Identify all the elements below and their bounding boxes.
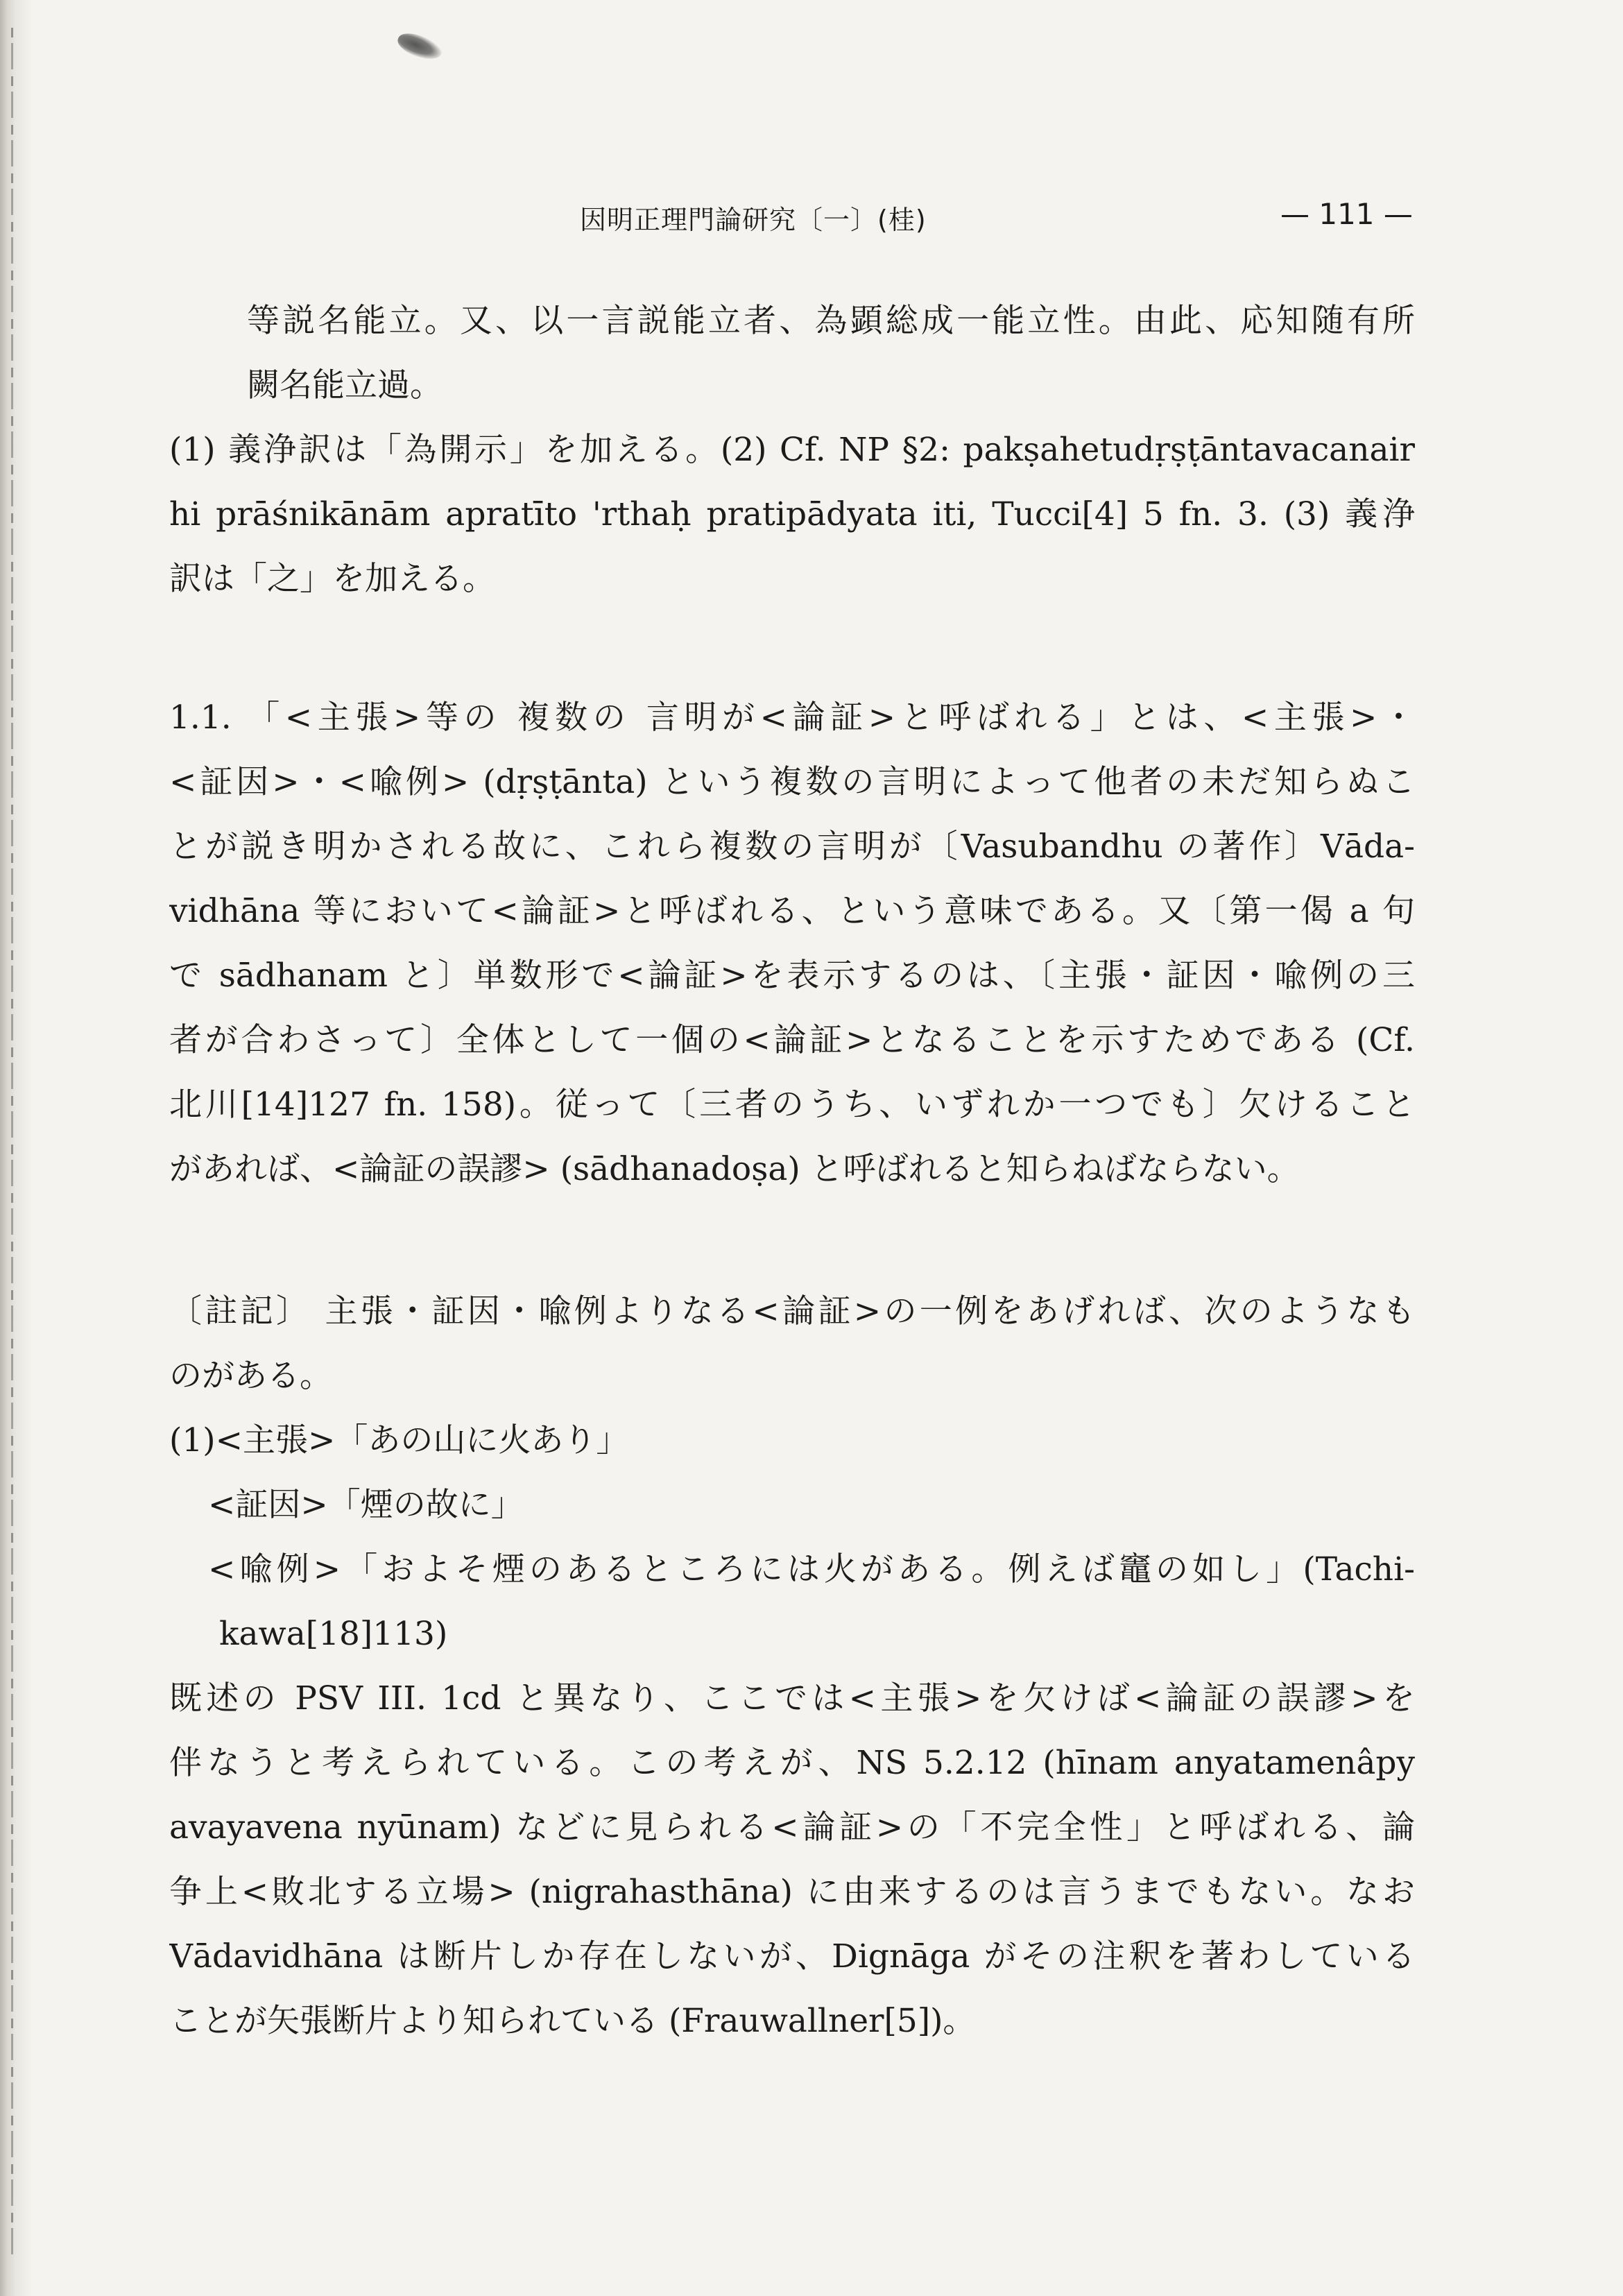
section-line: 者が合わさって〕全体として一個の<論証>となることを示すためである (Cf.: [169, 1021, 1415, 1059]
section-line: 1.1. 「<主張>等の 複数の 言明が<論証>と呼ばれる」とは、<主張>・: [169, 699, 1415, 737]
footnote-line: 訳は「之」を加える。: [169, 560, 495, 598]
example-reason: <証因>「煙の故に」: [208, 1486, 524, 1524]
note-closing-line: 争上<敗北する立場> (nigrahasthāna) に由来するのは言うまでもない。なお: [169, 1873, 1415, 1911]
section-line: で sādhanam と〕単数形で<論証>を表示するのは、〔主張・証因・喩例の三: [169, 957, 1415, 995]
note-closing-line: ことが矢張断片より知られている (Frauwallner[5])。: [169, 2002, 976, 2040]
ink-smudge: [395, 28, 445, 65]
section-line: <証因>・<喩例> (dṛṣṭānta) という複数の言明によって他者の未だ知らぬこ: [169, 763, 1415, 801]
footnote-line: hi prāśnikānām apratīto 'rthaḥ pratipādyata iti, Tucci[4] 5 fn. 3. (3) 義浄: [169, 495, 1415, 533]
section-line: があれば、<論証の誤謬> (sādhanadoṣa) と呼ばれると知らねばならない。: [169, 1150, 1300, 1188]
example-instance-line: kawa[18]113): [219, 1615, 448, 1653]
note-closing-line: 既述の PSV III. 1cd と異なり、ここでは<主張>を欠けば<論証の誤謬>を: [169, 1679, 1415, 1717]
section-1-1: [169, 685, 1415, 1201]
note-closing-line: avayavena nyūnam) などに見られる<論証>の「不完全性」と呼ばれる、論: [169, 1808, 1415, 1847]
footnotes: [169, 418, 1415, 611]
note-section: [169, 1279, 1415, 2053]
note-closing-line: Vādavidhāna は断片しか存在しないが、Dignāga がその注釈を著わしている: [169, 1937, 1415, 1976]
translation-line: 等説名能立。又、以一言説能立者、為顕総成一能立性。由此、応知随有所: [247, 302, 1415, 340]
translation-line: 闕名能立過。: [247, 366, 443, 404]
example-thesis: (1)<主張>「あの山に火あり」: [169, 1421, 629, 1459]
translation-passage: [169, 289, 1415, 418]
running-title: 因明正理門論研究〔一〕(桂): [580, 205, 927, 235]
page-number: — 111 —: [1280, 197, 1413, 231]
footnote-line: (1) 義浄訳は「為開示」を加える。(2) Cf. NP §2: pakṣahetudṛṣṭāntavacanair: [169, 431, 1415, 469]
note-intro-line: のがある。: [169, 1357, 332, 1395]
section-line: vidhāna 等において<論証>と呼ばれる、という意味である。又〔第一偈 a 句: [169, 892, 1415, 930]
scan-binding-edge: [0, 0, 32, 2296]
note-closing-line: 伴なうと考えられている。この考えが、NS 5.2.12 (hīnam anyatamenâpy: [169, 1744, 1415, 1782]
section-line: 北川[14]127 fn. 158)。従って〔三者のうち、いずれか一つでも〕欠けること: [169, 1086, 1415, 1124]
example-instance-line: <喩例>「およそ煙のあるところには火がある。例えば竈の如し」(Tachi-: [208, 1550, 1415, 1588]
section-line: とが説き明かされる故に、これら複数の言明が〔Vasubandhu の著作〕Vāda-: [169, 828, 1415, 866]
note-intro-line: 〔註記〕 主張・証因・喩例よりなる<論証>の一例をあげれば、次のようなも: [169, 1292, 1415, 1330]
